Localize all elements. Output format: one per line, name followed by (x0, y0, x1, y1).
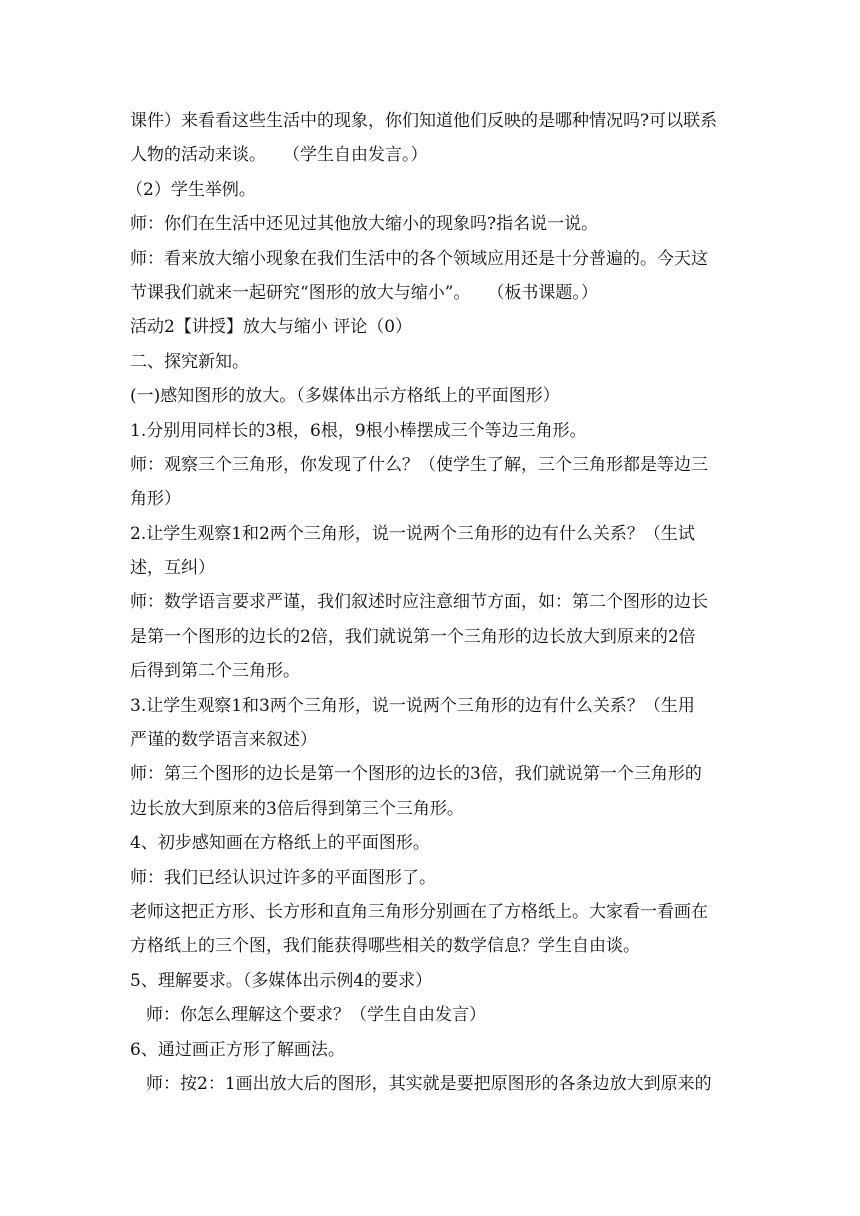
text-line: 师：我们已经认识过许多的平面图形了。 (130, 867, 436, 888)
text-line: 师：看来放大缩小现象在我们生活中的各个领域应用还是十分普遍的。今天这 (130, 248, 708, 269)
text-line: 节课我们就来一起研究“图形的放大与缩小”。 （板书课题。） (130, 282, 598, 303)
text-line: 师：按2：1画出放大后的图形，其实就是要把原图形的各条边放大到原来的 (146, 1073, 712, 1094)
text-line: 角形） (130, 489, 181, 510)
section-heading: 二、探究新知。 (130, 351, 249, 372)
text-line: 师：观察三个三角形，你发现了什么？（使学生了解，三个三角形都是等边三 (130, 454, 708, 475)
text-line: 师：第三个图形的边长是第一个图形的边长的3倍，我们就说第一个三角形的 (130, 764, 702, 785)
document-body (126, 104, 740, 1101)
text-line: 师：数学语言要求严谨，我们叙述时应注意细节方面，如：第二个图形的边长 (130, 592, 708, 613)
text-line: 师：你们在生活中还见过其他放大缩小的现象吗?指名说一说。 (130, 214, 599, 235)
text-line: 2.让学生观察1和2两个三角形，说一说两个三角形的边有什么关系？（生试 (130, 523, 695, 544)
text-line: 4、初步感知画在方格纸上的平面图形。 (130, 833, 430, 854)
text-line: （2）学生举例。 (126, 179, 256, 200)
text-line: 6、通过画正方形了解画法。 (130, 1039, 345, 1060)
text-line: 老师这把正方形、长方形和直角三角形分别画在了方格纸上。大家看一看画在 (130, 901, 708, 922)
text-line: 人物的活动来谈。 （学生自由发言。） (130, 145, 428, 166)
text-line: 5、理解要求。（多媒体出示例4的要求） (130, 970, 433, 991)
text-line: 述，互纠） (130, 558, 215, 579)
text-line: 师：你怎么理解这个要求？（学生自由发言） (146, 1005, 486, 1026)
text-line: 课件）来看看这些生活中的现象，你们知道他们反映的是哪种情况吗?可以联系 (130, 111, 718, 131)
text-line: (一)感知图形的放大。（多媒体出示方格纸上的平面图形） (130, 386, 560, 407)
text-line: 严谨的数学语言来叙述） (130, 730, 317, 751)
text-line: 边长放大到原来的3倍后得到第三个三角形。 (130, 798, 464, 819)
section-heading: 活动2【讲授】放大与缩小 评论（0） (130, 317, 413, 338)
text-line: 1.分别用同样长的3根，6根，9根小棒摆成三个等边三角形。 (130, 420, 587, 441)
text-line: 方格纸上的三个图，我们能获得哪些相关的数学信息？学生自由谈。 (130, 936, 640, 957)
text-line: 后得到第二个三角形。 (130, 661, 300, 682)
text-line: 3.让学生观察1和3两个三角形，说一说两个三角形的边有什么关系？（生用 (130, 695, 695, 716)
text-line: 是第一个图形的边长的2倍，我们就说第一个三角形的边长放大到原来的2倍 (130, 626, 696, 647)
